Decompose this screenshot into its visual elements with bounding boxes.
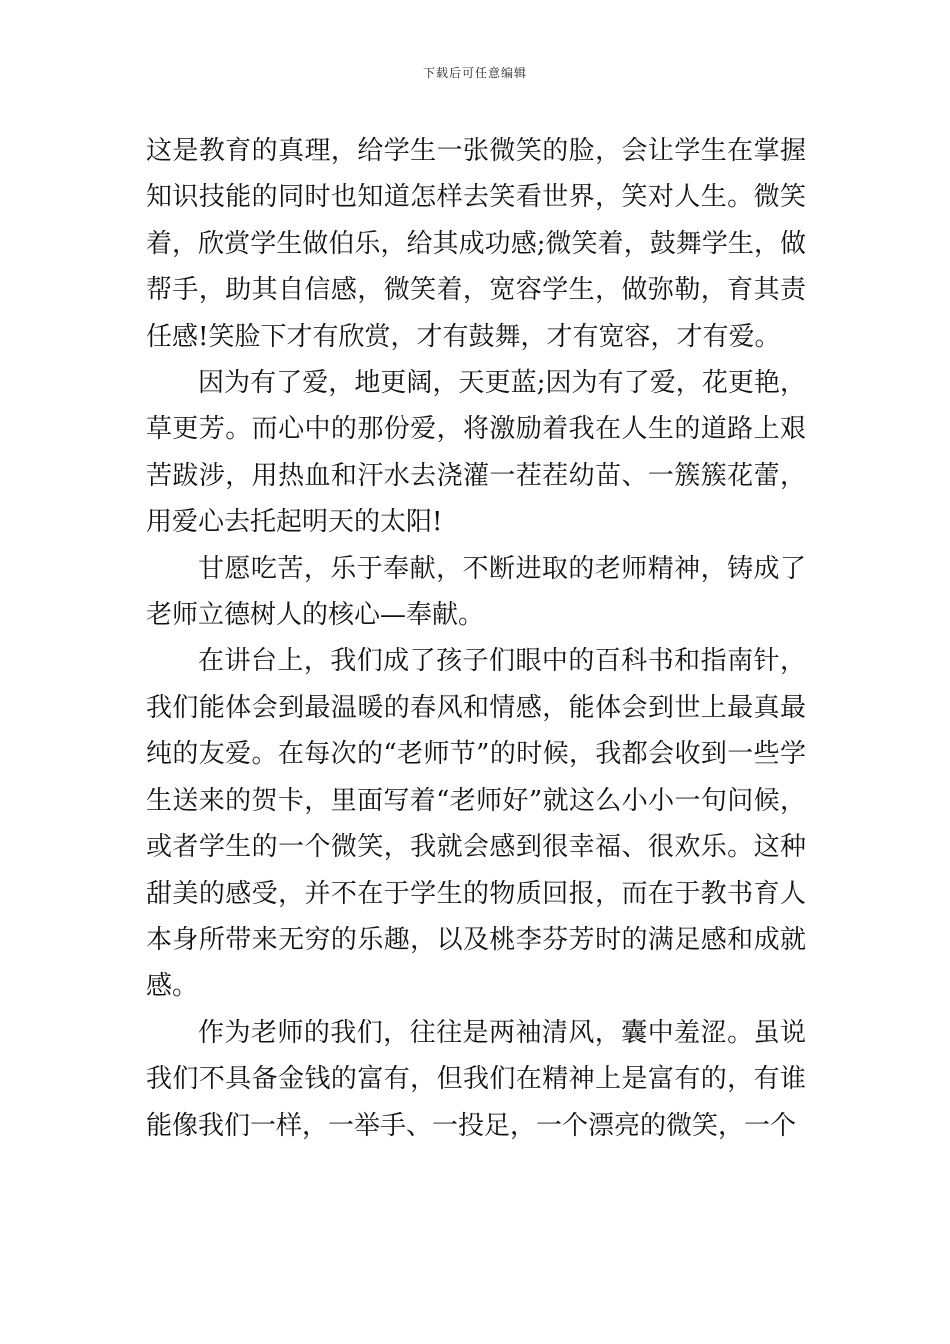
header-note: 下载后可任意编辑 xyxy=(422,66,527,80)
document-body xyxy=(146,128,806,1149)
paragraph-4: 在讲台上，我们成了孩子们眼中的百科书和指南针，我们能体会到最温暖的春风和情感，能体会到世上最真最纯的友爱。在每次的“老师节”的时候，我都会收到一些学生送来的贺卡，里面写着“老师好”就这么小小一句问候，或者学生的一个微笑，我就会感到很幸福、很欢乐。这种甜美的感受，并不在于学生的物质回报，而在于教书育人本身所带来无穷的乐趣，以及桃李芬芳时的满足感和成就感。 xyxy=(146,646,806,1002)
paragraph-3: 甘愿吃苦，乐于奉献，不断进取的老师精神，铸成了老师立德树人的核心—奉献。 xyxy=(146,553,806,631)
paragraph-2: 因为有了爱，地更阔，天更蓝;因为有了爱，花更艳，草更芳。而心中的那份爱，将激励着我在人生的道路上艰苦跋涉，用热血和汗水去浇灌一茬茬幼苗、一簇簇花蕾，用爱心去托起明天的太阳! xyxy=(146,368,806,538)
paragraph-1: 这是教育的真理，给学生一张微笑的脸，会让学生在掌握知识技能的同时也知道怎样去笑看世界，笑对人生。微笑着，欣赏学生做伯乐，给其成功感;微笑着，鼓舞学生，做帮手，助其自信感，微笑着，宽容学生，做弥勒，育其责任感!笑脸下才有欣赏，才有鼓舞，才有宽容，才有爱。 xyxy=(146,136,806,352)
paragraph-5: 作为老师的我们，往往是两袖清风，囊中羞涩。虽说我们不具备金钱的富有，但我们在精神上是富有的，有谁能像我们一样，一举手、一投足，一个漂亮的微笑，一个 xyxy=(146,1017,806,1141)
